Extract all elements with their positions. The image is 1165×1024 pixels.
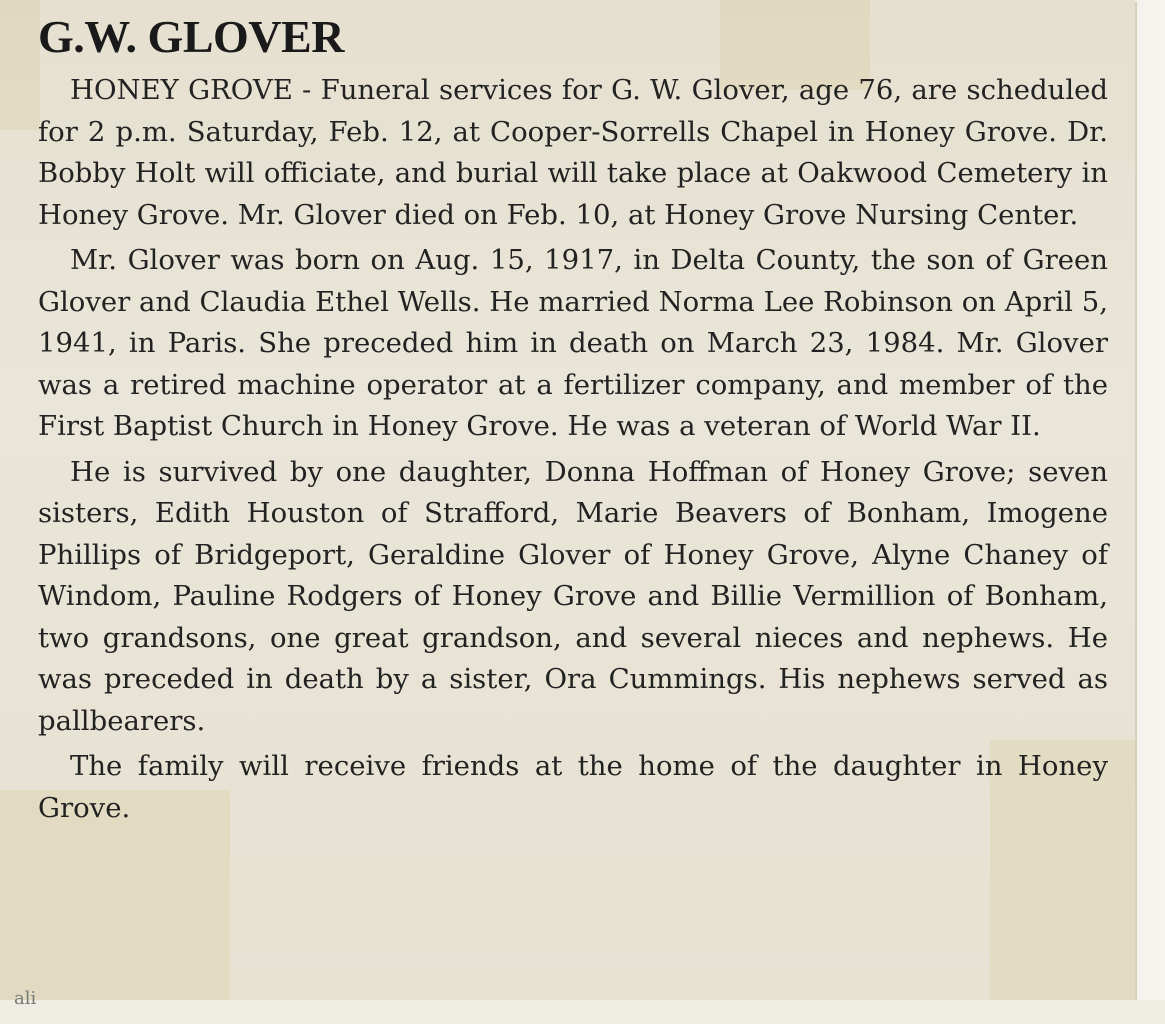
obituary-headline: G.W. GLOVER	[38, 11, 344, 62]
scan-margin-bottom	[0, 1000, 1165, 1024]
paragraph-survivors: He is survived by one daughter, Donna Hoffman of Honey Grove; seven sisters, Edith Houston of Strafford, Marie Beavers of Bonham, Imogene Phillips of Bridgeport, Geraldine Glover of Honey Grove, Alyne Chaney of Windom, Pauline Rodgers of Honey Grove and Billie Vermillion of Bonham, two grandsons, one great grandson, and several nieces and nephews. He was preceded in death by a sister, Ora Cummings. His nephews served as pallbearers.	[38, 455, 1108, 737]
paragraph-funeral-services: HONEY GROVE - Funeral services for G. W. Glover, age 76, are scheduled for 2 p.m. Saturday, Feb. 12, at Cooper-Sorrells Chapel in Honey Grove. Dr. Bobby Holt will officiate, and burial will take place at Oakwood Cemetery in Honey Grove. Mr. Glover died on Feb. 10, at Honey Grove Nursing Center.	[38, 74, 1108, 231]
corner-mark: ali	[14, 988, 37, 1009]
obituary-article	[38, 10, 1108, 829]
paragraph-family-receiving: The family will receive friends at the home of the daughter in Honey Grove.	[38, 750, 1108, 824]
tape-strip-left	[0, 0, 40, 130]
paragraph-biography: Mr. Glover was born on Aug. 15, 1917, in Delta County, the son of Green Glover and Claudia Ethel Wells. He married Norma Lee Robinson on April 5, 1941, in Paris. She preceded him in death on March 23, 1984. Mr. Glover was a retired machine operator at a fertilizer company, and member of the First Baptist Church in Honey Grove. He was a veteran of World War II.	[38, 244, 1108, 442]
